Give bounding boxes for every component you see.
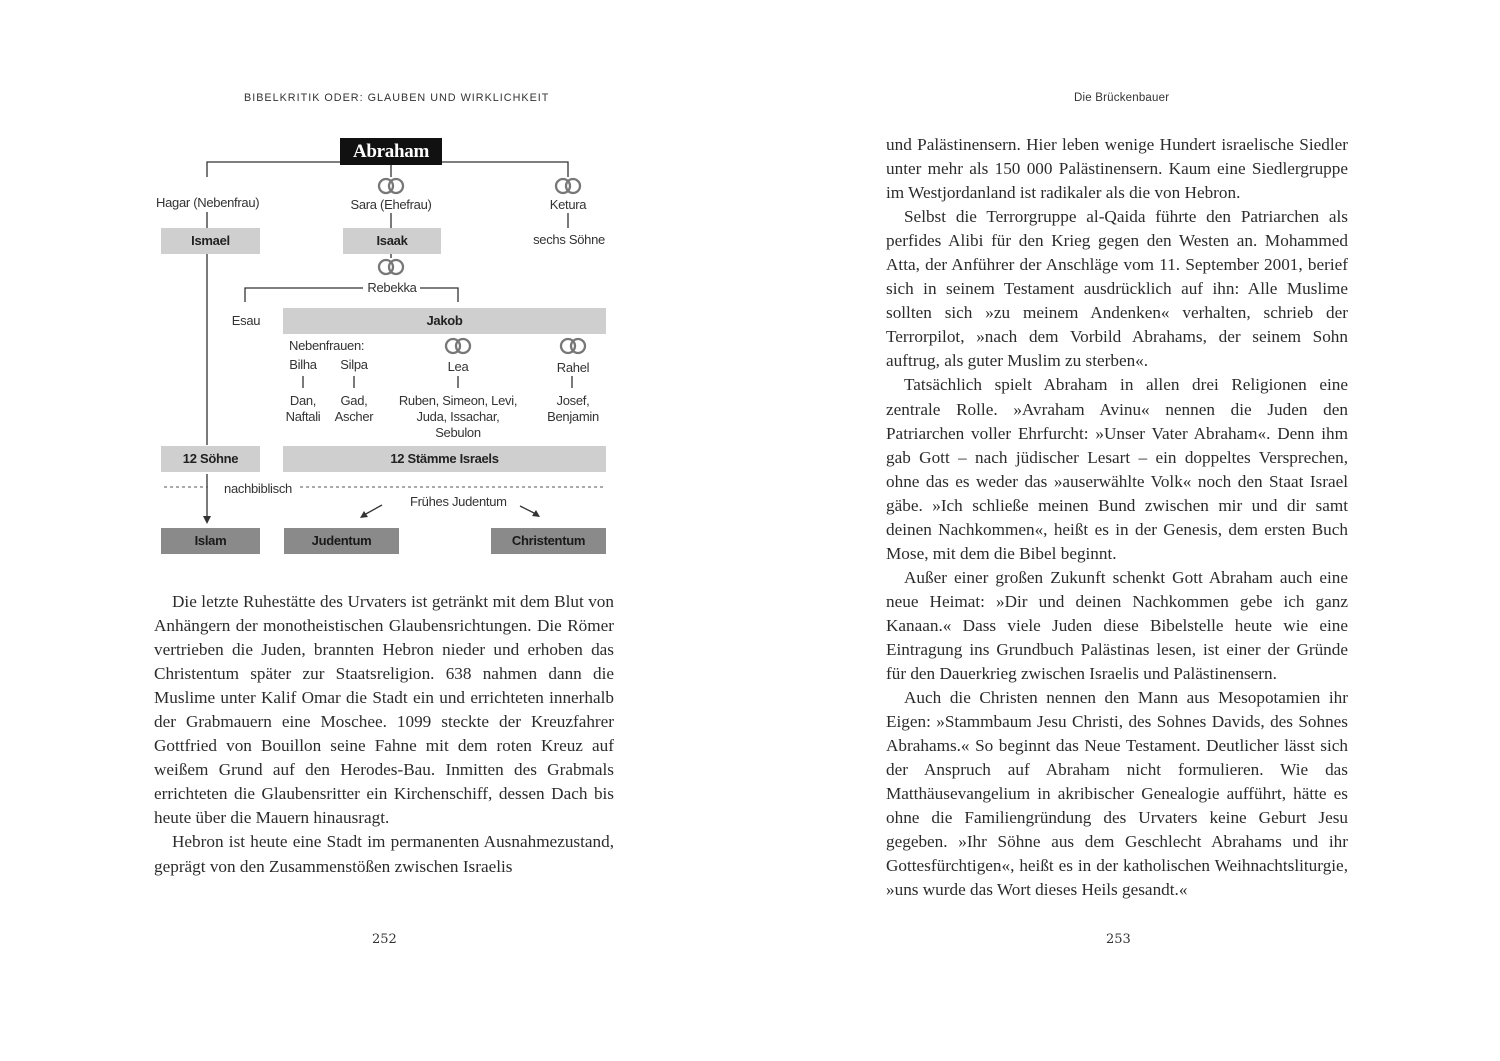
paragraph: Hebron ist heute eine Stadt im permanenten Ausnahmezustand, geprägt von den Zusammenstößen zwischen Israelis bbox=[154, 832, 614, 876]
gad-ascher-label: Gad, Ascher bbox=[334, 393, 374, 424]
running-head-left: BIBELKRITIK ODER: GLAUBEN UND WIRKLICHKEIT bbox=[244, 92, 550, 104]
isaak-box: Isaak bbox=[343, 228, 441, 254]
islam-box: Islam bbox=[161, 528, 260, 554]
nebenfrauen-label: Nebenfrauen: bbox=[289, 338, 365, 353]
paragraph: Die letzte Ruhestätte des Urvaters ist getränkt mit dem Blut von Anhängern der monotheistischen Glaubensrichtungen. Die Römer vertrieben die Juden, brannten Hebron nieder und erhoben das Christentum später zur Staatsreligion. 638 nahmen dann die Muslime unter Kalif Omar die Stadt ein und errichteten innerhalb der Grabmauern eine Moschee. 1099 steckte der Kreuzfahrer Gottfried von Bouillon seine Fahne mit dem roten Kreuz auf weißem Grund auf den Herodes-Bau. Inmitten des Grabmals errichteten die Glaubensritter ein Kirchenschiff, dessen Dach bis heute über die Mauern hinausragt. bbox=[154, 592, 614, 828]
wedding-rings-icon bbox=[553, 177, 583, 195]
body-text-left bbox=[154, 590, 614, 879]
nachbiblisch-label: nachbiblisch bbox=[222, 481, 294, 496]
wedding-rings-icon bbox=[376, 258, 406, 276]
fruehes-judentum-label: Frühes Judentum bbox=[410, 494, 507, 509]
right-page bbox=[750, 0, 1500, 1061]
paragraph: Selbst die Terrorgruppe al-Qaida führte den Patriarchen als perfides Alibi für den Krieg gegen den Westen an. Mohammed Atta, der Anführer der Anschläge vom 11. September 2001, berief sich in seinem Testament ausdrücklich auf ihn: Alle Muslime sollten sich »zu meinem Andenken« verhalten, schrieb der Terrorpilot, »nach dem Vorbild Abrahams, der seinem Sohn auftrug, als guter Muslim zu sterben«. bbox=[886, 207, 1348, 371]
dan-naftali-label: Dan, Naftali bbox=[285, 393, 321, 424]
family-tree-diagram bbox=[150, 132, 620, 562]
bilha-label: Bilha bbox=[289, 357, 317, 372]
silpa-label: Silpa bbox=[340, 357, 368, 372]
wedding-rings-icon bbox=[558, 337, 588, 355]
esau-label: Esau bbox=[231, 313, 261, 328]
wedding-rings-icon bbox=[376, 177, 406, 195]
sara-label: Sara (Ehefrau) bbox=[350, 197, 432, 212]
ismael-box: Ismael bbox=[161, 228, 260, 254]
paragraph: Auch die Christen nennen den Mann aus Mesopotamien ihr Eigen: »Stammbaum Jesu Christi, des Sohnes Davids, des Sohnes Abrahams.« So beginnt das Neue Testament. Deutlicher lässt sich der Anspruch auf Abraham nicht formulieren. Wie das Matthäusevangelium in akribischer Genealogie aufführt, hätte es ohne die Familiengründung des Urvaters keine Geburt Jesu gegeben. »Ihr Söhne aus dem Geschlecht Abrahams und ihr Gottesfürchtigen«, heißt es in der katholischen Weihnachtsliturgie, »uns wurde das Wort dieses Heils gesandt.« bbox=[886, 688, 1348, 900]
lea-label: Lea bbox=[447, 359, 469, 374]
judentum-box: Judentum bbox=[284, 528, 399, 554]
lea-sons-label: Ruben, Simeon, Levi, Juda, Issachar, Sebulon bbox=[398, 393, 518, 440]
paragraph: Tatsächlich spielt Abraham in allen drei Religionen eine zentrale Rolle. »Avraham Avinu« nennen die Juden den Patriarchen voller Ehrfurcht: »Unser Vater Abraham«. Denn ihm gab Gott – nach jüdischer Lesart – ein doppeltes Versprechen, ohne das es weder das »auserwählte Volk« noch den Staat Israel gäbe. »Ich schließe meinen Bund zwischen mir und dir samt deinen Nachkommen«, heißt es in der Genesis, dem ersten Buch Mose, mit dem die Bibel beginnt. bbox=[886, 375, 1348, 563]
zwoelf-soehne-box: 12 Söhne bbox=[161, 446, 260, 472]
ketura-label: Ketura bbox=[549, 197, 587, 212]
page-number-right: 253 bbox=[1106, 932, 1131, 947]
page-number-left: 252 bbox=[372, 932, 397, 947]
zwoelf-staemme-box: 12 Stämme Israels bbox=[283, 446, 606, 472]
paragraph: Außer einer großen Zukunft schenkt Gott Abraham auch eine neue Heimat: »Dir und deinen Nachkommen gebe ich ganz Kanaan.« Dass viele Juden diese Bibelstelle heute wie eine Eintragung ins Grundbuch Palästinas lesen, ist einer der Gründe für den Dauerkrieg zwischen Israelis und Palästinensern. bbox=[886, 567, 1348, 684]
rahel-label: Rahel bbox=[556, 360, 590, 375]
rebekka-label: Rebekka bbox=[367, 280, 417, 295]
abraham-box: Abraham bbox=[340, 138, 442, 165]
wedding-rings-icon bbox=[443, 337, 473, 355]
sechs-soehne-label: sechs Söhne bbox=[533, 232, 605, 247]
hagar-label: Hagar (Nebenfrau) bbox=[156, 195, 260, 210]
rahel-sons-label: Josef, Benjamin bbox=[547, 393, 599, 424]
christentum-box: Christentum bbox=[491, 528, 606, 554]
running-head-right: Die Brückenbauer bbox=[1074, 92, 1170, 104]
paragraph: und Palästinensern. Hier leben wenige Hundert israelische Siedler unter mehr als 150 000 Palästinensern. Kaum eine Siedlergruppe im Westjordanland ist radikaler als die von Hebron. bbox=[886, 135, 1348, 203]
body-text-right bbox=[886, 133, 1348, 903]
jakob-box: Jakob bbox=[283, 308, 606, 334]
